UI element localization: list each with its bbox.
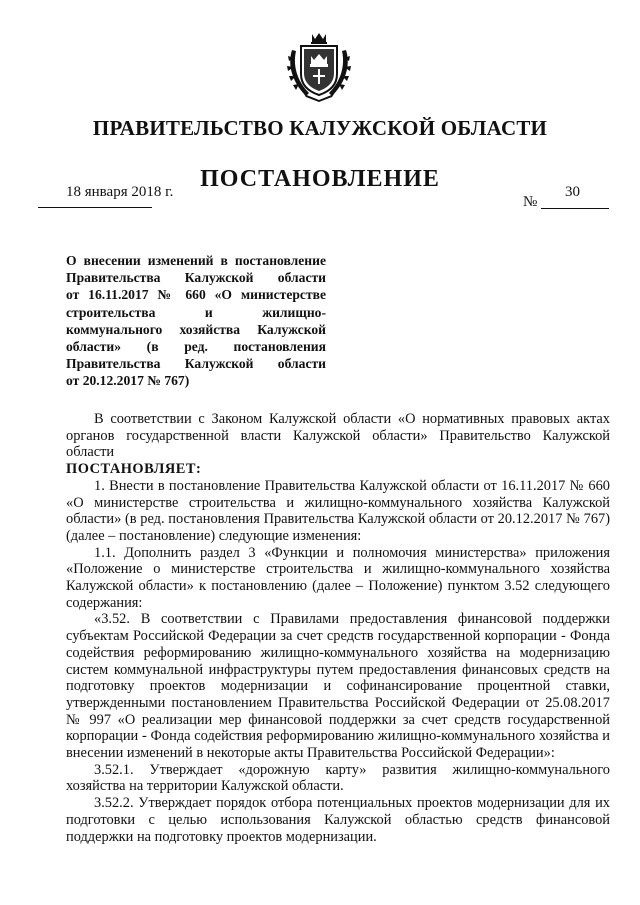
document-number: 30: [565, 184, 580, 200]
resolves-heading: ПОСТАНОВЛЯЕТ:: [66, 461, 202, 478]
coat-of-arms-icon: [284, 30, 354, 102]
paragraph-1-1: 1.1. Дополнить раздел 3 «Функции и полномочия министерства» приложения «Положение о министерстве строительства и жилищно-коммунального хозяйства Калужской области» к постановлению (далее – Положение) пунктом 3.52 следующего содержания:: [66, 544, 610, 611]
document-date: 18 января 2018 г.: [66, 184, 174, 200]
document-subject: [66, 252, 326, 390]
paragraph-3-52: «3.52. В соответствии с Правилами предоставления финансовой поддержки субъектам Российской Федерации за счет средств государственной корпорации - Фонда содействия реформированию жилищно-коммунального хозяйства на модернизацию систем коммунальной инфраструктуры путем предоставления финансовых средств на подготовку проектов модернизации и софинансирование процентной ставки, утвержденными постановлением Правительства Российской Федерации от 25.08.2017 № 997 «О реализации мер финансовой поддержки за счет средств государственной корпорации - Фонда содействия реформированию жилищно-коммунального хозяйства и внесении изменений в некоторые акты Правительства Российской Федерации»:: [66, 611, 610, 762]
subject-line: области» (в ред. постановления: [66, 339, 326, 355]
date-underline: [38, 207, 152, 208]
intro-paragraph: В соответствии с Законом Калужской области «О нормативных правовых актах органов государственной власти Калужской области» Правительство Калужской области: [66, 411, 610, 461]
document-type-title: ПОСТАНОВЛЕНИЕ: [200, 166, 440, 192]
subject-line: строительства и жилищно-: [66, 304, 326, 320]
subject-line: Правительства Калужской области: [66, 356, 326, 372]
subject-line: от 16.11.2017 № 660 «О министерстве: [66, 287, 326, 303]
document-body: [66, 411, 610, 845]
subject-line: О внесении изменений в постановление: [66, 253, 326, 268]
subject-line: от 20.12.2017 № 767): [66, 373, 190, 389]
paragraph-3-52-1: 3.52.1. Утверждает «дорожную карту» развития жилищно-коммунального хозяйства на территории Калужской области.: [66, 761, 610, 795]
subject-line: Правительства Калужской области: [66, 270, 326, 286]
number-sign: №: [523, 194, 538, 210]
subject-line: коммунального хозяйства Калужской: [66, 321, 326, 337]
government-title: ПРАВИТЕЛЬСТВО КАЛУЖСКОЙ ОБЛАСТИ: [92, 116, 548, 140]
number-underline: [541, 208, 609, 209]
paragraph-1: 1. Внести в постановление Правительства Калужской области от 16.11.2017 № 660 «О министерстве строительства и жилищно-коммунального хозяйства Калужской области» (в ред. постановления Правительства Калужской области от 20.12.2017 № 767) (далее – постановление) следующие изменения:: [66, 477, 610, 544]
paragraph-3-52-2: 3.52.2. Утверждает порядок отбора потенциальных проектов модернизации для их подготовки с целью использования Калужской областью средств финансовой поддержки на подготовку проектов модернизации.: [66, 795, 610, 845]
